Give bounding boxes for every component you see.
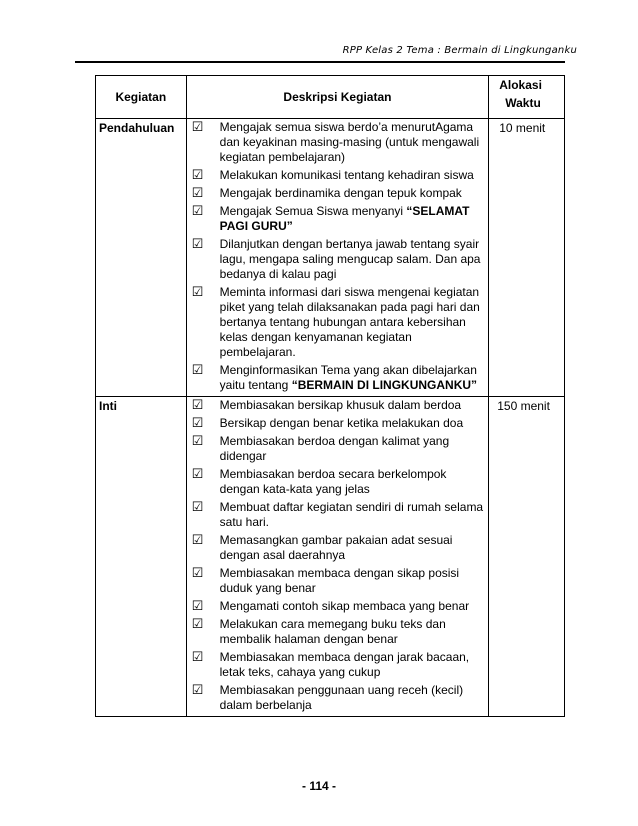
waktu-cell: 150 menit <box>489 397 565 717</box>
checkbox-checked-icon: ☑ <box>191 434 204 449</box>
item-text: Melakukan cara memegang buku teks dan membalik halaman dengan benar <box>219 617 446 646</box>
list-item <box>187 500 489 530</box>
list-item-text <box>214 533 489 563</box>
item-text: Mengajak berdinamika dengan tepuk kompak <box>219 186 462 200</box>
list-item <box>187 467 489 497</box>
checkbox-checked-icon: ☑ <box>191 566 204 581</box>
table-row <box>96 119 565 397</box>
list-item <box>187 566 489 596</box>
list-item-text <box>214 650 489 680</box>
checkbox-checked-icon: ☑ <box>191 204 204 219</box>
header-alokasi-line1: Alokasi <box>499 78 542 92</box>
item-text: Membiasakan membaca dengan jarak bacaan, letak teks, cahaya yang cukup <box>219 650 470 679</box>
list-item <box>187 617 489 647</box>
list-item <box>187 599 489 614</box>
list-item <box>187 120 489 165</box>
deskripsi-cell <box>186 397 489 717</box>
list-item-text <box>214 500 489 530</box>
list-item-text <box>214 204 489 234</box>
checkbox-checked-icon: ☑ <box>191 237 204 252</box>
header-alokasi <box>489 76 565 119</box>
list-item-text <box>214 363 489 393</box>
checkbox-checked-icon: ☑ <box>191 533 204 548</box>
page-number: - 114 - <box>301 779 337 793</box>
list-item <box>187 683 489 713</box>
checkbox-checked-icon: ☑ <box>191 120 204 135</box>
checkbox-checked-icon: ☑ <box>191 617 204 632</box>
checkbox-checked-icon: ☑ <box>191 168 204 183</box>
checkbox-checked-icon: ☑ <box>191 500 204 515</box>
item-text: Membiasakan membaca dengan sikap posisi duduk yang benar <box>219 566 460 595</box>
list-item-text <box>214 434 489 464</box>
running-header: RPP Kelas 2 Tema : Bermain di Lingkunganku <box>342 45 577 56</box>
header-kegiatan: Kegiatan <box>96 76 187 119</box>
list-item-text <box>214 285 489 360</box>
item-text: Membiasakan berdoa dengan kalimat yang didengar <box>219 434 450 463</box>
kegiatan-cell: Inti <box>96 397 187 717</box>
checkbox-checked-icon: ☑ <box>191 285 204 300</box>
list-item <box>187 650 489 680</box>
list-item-text <box>214 120 489 165</box>
list-item <box>187 416 489 431</box>
list-item <box>187 204 489 234</box>
list-item-text <box>214 416 489 431</box>
list-item <box>187 237 489 282</box>
checkbox-checked-icon: ☑ <box>191 363 204 378</box>
deskripsi-cell <box>186 119 489 397</box>
item-text: Membiasakan berdoa secara berkelompok dengan kata-kata yang jelas <box>219 467 447 496</box>
list-item-text <box>214 566 489 596</box>
item-text: Melakukan komunikasi tentang kehadiran siswa <box>219 168 474 182</box>
item-bold-text: “BERMAIN DI LINGKUNGANKU” <box>291 378 478 392</box>
item-text: Bersikap dengan benar ketika melakukan doa <box>219 416 464 430</box>
activity-table <box>95 75 565 717</box>
item-text: Meminta informasi dari siswa mengenai kegiatan piket yang telah dilaksanakan pada pagi hari dan bertanya tentang hubungan antara kebersihan kelas dengan kenyamanan kegiatan pembelajaran. <box>219 285 480 359</box>
list-item-text <box>214 398 489 413</box>
list-item <box>187 533 489 563</box>
checkbox-checked-icon: ☑ <box>191 650 204 665</box>
item-text: Membiasakan bersikap khusuk dalam berdoa <box>219 398 462 412</box>
item-text: Dilanjutkan dengan bertanya jawab tentang syair lagu, mengapa saling mengucap salam. Dan apa bedanya di kalau pagi <box>219 237 481 281</box>
item-text: Mengamati contoh sikap membaca yang benar <box>219 599 470 613</box>
header-deskripsi: Deskripsi Kegiatan <box>186 76 489 119</box>
list-item-text <box>214 599 489 614</box>
list-item-text <box>214 683 489 713</box>
list-item-text <box>214 186 489 201</box>
checkbox-checked-icon: ☑ <box>191 683 204 698</box>
table-header-row <box>96 76 565 119</box>
list-item <box>187 434 489 464</box>
list-item <box>187 186 489 201</box>
checkbox-checked-icon: ☑ <box>191 398 204 413</box>
list-item-text <box>214 617 489 647</box>
list-item <box>187 168 489 183</box>
checkbox-checked-icon: ☑ <box>191 599 204 614</box>
item-text: Mengajak Semua Siswa menyanyi <box>219 204 407 218</box>
item-text: Membuat daftar kegiatan sendiri di rumah selama satu hari. <box>219 500 484 529</box>
table-row <box>96 397 565 717</box>
list-item-text <box>214 168 489 183</box>
header-alokasi-line2: Waktu <box>505 96 541 110</box>
list-item-text <box>214 237 489 282</box>
header-rule <box>75 61 565 63</box>
waktu-cell: 10 menit <box>489 119 565 397</box>
item-text: Membiasakan penggunaan uang receh (kecil) dalam berbelanja <box>219 683 464 712</box>
list-item-text <box>214 467 489 497</box>
checkbox-checked-icon: ☑ <box>191 186 204 201</box>
list-item <box>187 285 489 360</box>
list-item <box>187 398 489 413</box>
checkbox-checked-icon: ☑ <box>191 467 204 482</box>
list-item <box>187 363 489 393</box>
kegiatan-cell: Pendahuluan <box>96 119 187 397</box>
item-bold-text: “SELAMAT PAGI GURU” <box>219 204 470 233</box>
item-text: Memasangkan gambar pakaian adat sesuai dengan asal daerahnya <box>219 533 453 562</box>
checkbox-checked-icon: ☑ <box>191 416 204 431</box>
item-text: Mengajak semua siswa berdo’a menurutAgama dan keyakinan masing-masing (untuk mengawali kegiatan pembelajaran) <box>219 120 480 164</box>
item-text: Menginformasikan Tema yang akan dibelajarkan yaitu tentang <box>219 363 477 392</box>
